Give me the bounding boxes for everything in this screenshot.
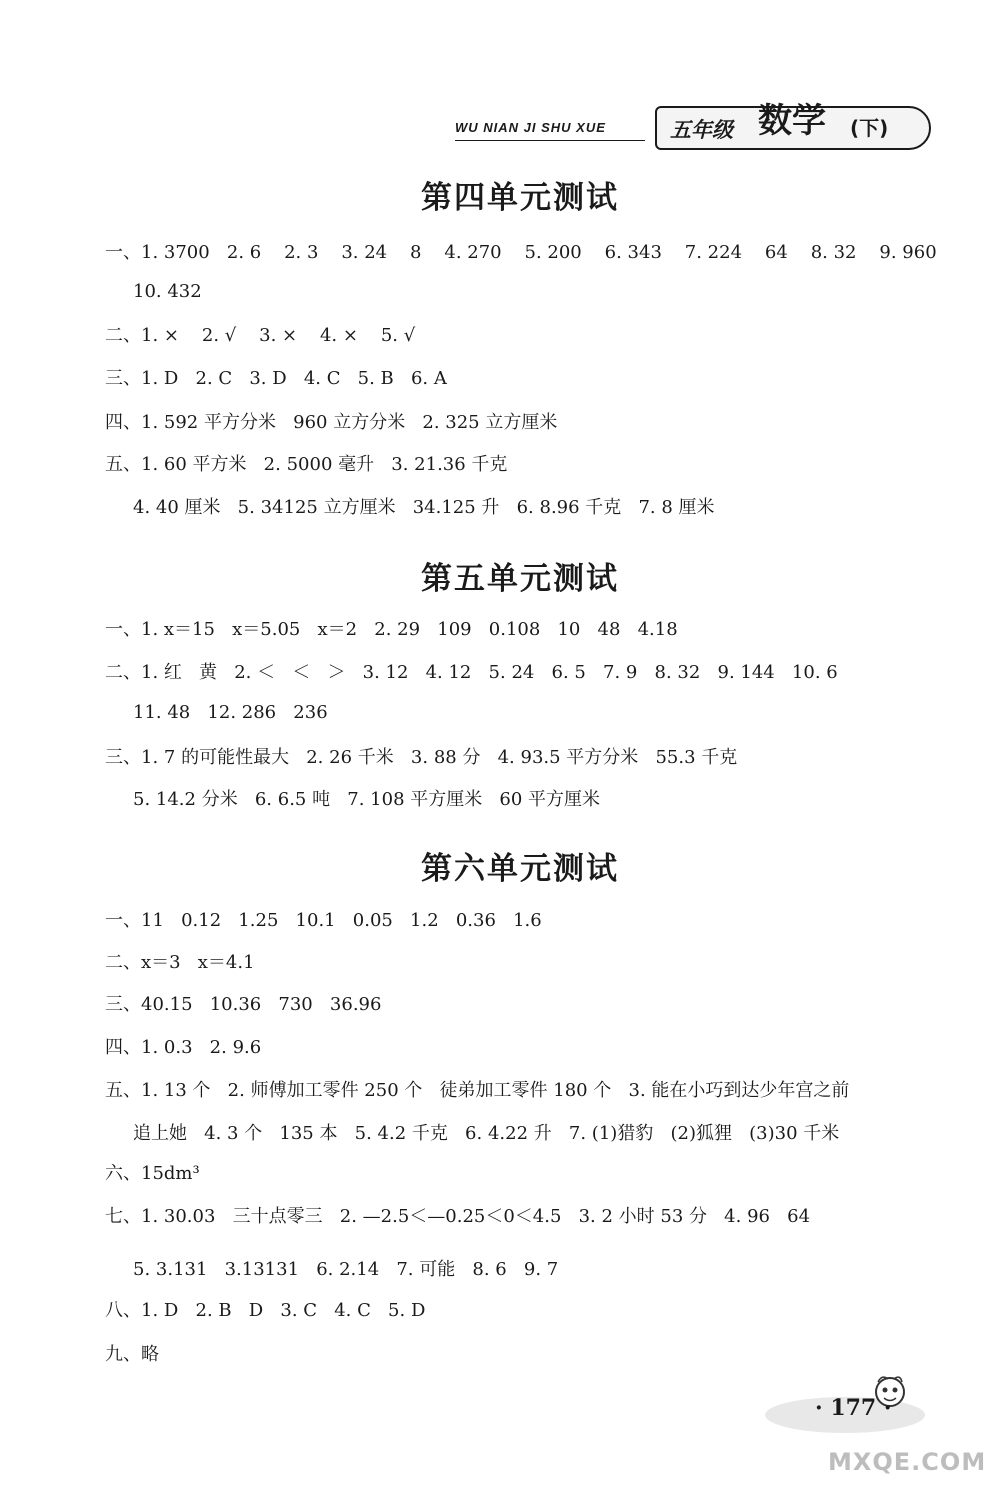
- header-pinyin: WU NIAN JI SHU XUE: [455, 120, 606, 135]
- answer-line: 六、15dm³: [105, 1163, 200, 1184]
- answer-line: 四、1. 592 平方分米 960 立方分米 2. 325 立方厘米: [105, 412, 558, 433]
- watermark: MXQE.COM: [828, 1448, 987, 1476]
- answer-line: 一、1. x＝15 x＝5.05 x＝2 2. 29 109 0.108 10 48 4.18: [105, 619, 678, 640]
- answer-line: 5. 14.2 分米 6. 6.5 吨 7. 108 平方厘米 60 平方厘米: [133, 789, 601, 810]
- section-title-unit6: 第六单元测试: [421, 851, 619, 887]
- answer-line: 二、x＝3 x＝4.1: [105, 952, 255, 973]
- answer-line: 11. 48 12. 286 236: [133, 702, 328, 723]
- answer-line: 三、40.15 10.36 730 36.96: [105, 994, 382, 1015]
- page-header: [455, 100, 945, 156]
- answer-line: 4. 40 厘米 5. 34125 立方厘米 34.125 升 6. 8.96 千克 7. 8 厘米: [133, 497, 715, 518]
- section-title-unit5: 第五单元测试: [421, 561, 619, 597]
- section-title-unit4: 第四单元测试: [421, 180, 619, 216]
- header-subject: 数学: [758, 101, 826, 141]
- answer-line: 七、1. 30.03 三十点零三 2. —2.5＜—0.25＜0＜4.5 3. 2 小时 53 分 4. 96 64: [105, 1206, 811, 1227]
- page-number: · 177 ·: [815, 1395, 892, 1421]
- answer-line: 八、1. D 2. B D 3. C 4. C 5. D: [105, 1300, 426, 1321]
- header-rule: [455, 140, 645, 141]
- answer-line: 5. 3.131 3.13131 6. 2.14 7. 可能 8. 6 9. 7: [133, 1259, 559, 1280]
- answer-line: 五、1. 13 个 2. 师傅加工零件 250 个 徒弟加工零件 180 个 3. 能在小巧到达少年宫之前: [105, 1080, 850, 1101]
- answer-line: 四、1. 0.3 2. 9.6: [105, 1037, 262, 1058]
- answer-line: 五、1. 60 平方米 2. 5000 毫升 3. 21.36 千克: [105, 454, 508, 475]
- header-volume: (下): [850, 116, 889, 140]
- answer-line: 二、1. × 2. √ 3. × 4. × 5. √: [105, 325, 416, 346]
- answer-line: 一、1. 3700 2. 6 2. 3 3. 24 8 4. 270 5. 200 6. 343 7. 224 64 8. 32 9. 960: [105, 242, 937, 263]
- answer-line: 九、略: [105, 1344, 159, 1365]
- answer-line: 10. 432: [133, 281, 202, 302]
- answer-line: 三、1. D 2. C 3. D 4. C 5. B 6. A: [105, 368, 447, 389]
- answer-line: 三、1. 7 的可能性最大 2. 26 千米 3. 88 分 4. 93.5 平方分米 55.3 千克: [105, 747, 738, 768]
- answer-line: 追上她 4. 3 个 135 本 5. 4.2 千克 6. 4.22 升 7. (1)猎豹 (2)狐狸 (3)30 千米: [133, 1123, 840, 1144]
- header-grade: 五年级: [670, 118, 733, 142]
- answer-line: 二、1. 红 黄 2. ＜ ＜ ＞ 3. 12 4. 12 5. 24 6. 5 7. 9 8. 32 9. 144 10. 6: [105, 662, 838, 683]
- answer-line: 一、11 0.12 1.25 10.1 0.05 1.2 0.36 1.6: [105, 910, 542, 931]
